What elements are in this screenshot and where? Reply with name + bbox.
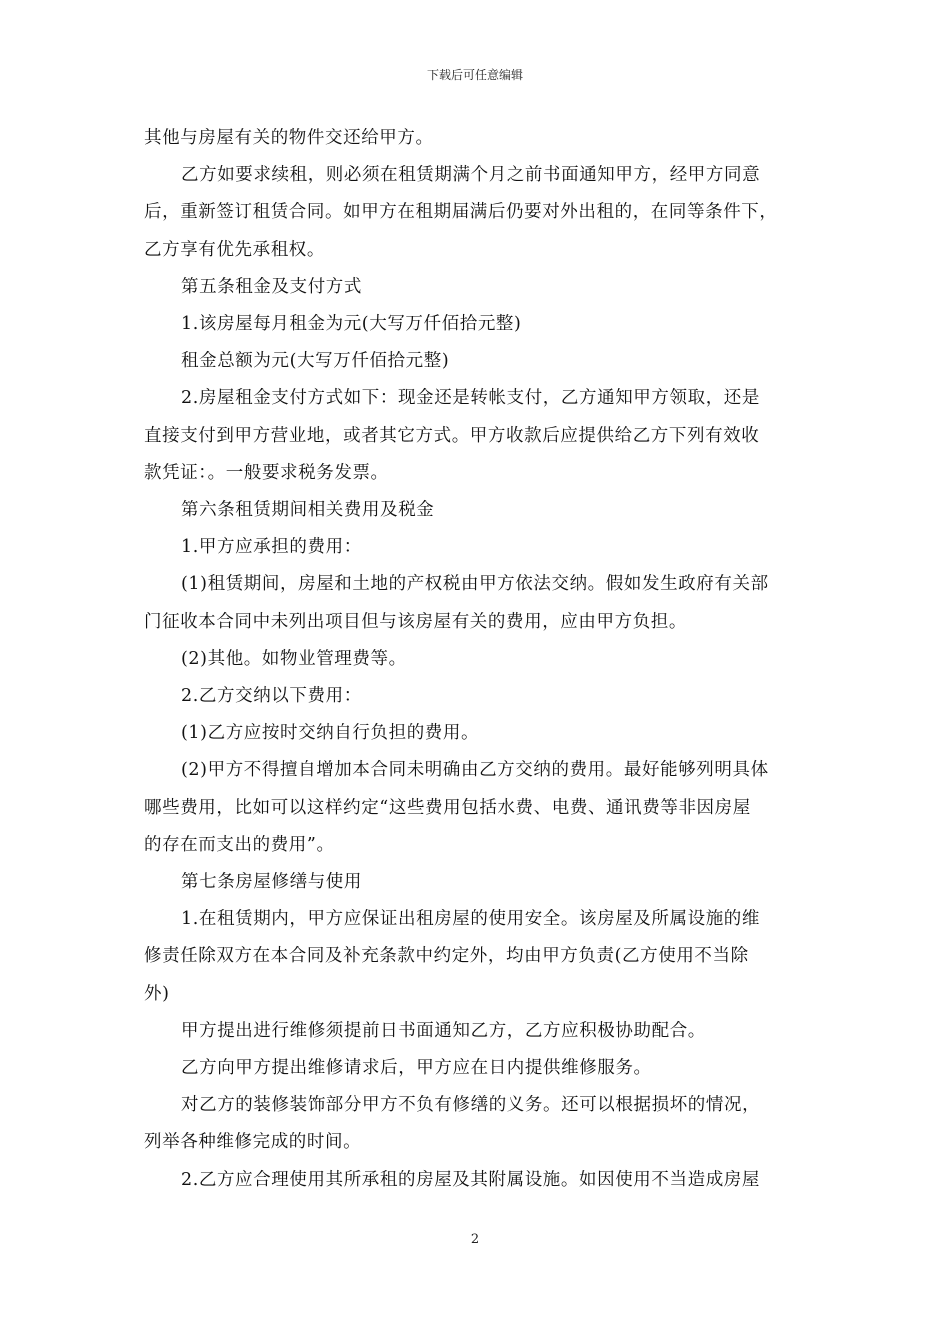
text-line: 1.该房屋每月租金为元(大写万仟佰拾元整): [181, 314, 522, 335]
text-line: 1.甲方应承担的费用：: [181, 537, 362, 558]
page-number: 2: [470, 1232, 480, 1247]
text-line: 外): [144, 983, 170, 1004]
text-line: 甲方提出进行维修须提前日书面通知乙方，乙方应积极协助配合。: [181, 1020, 706, 1041]
text-line: 列举各种维修完成的时间。: [144, 1132, 362, 1153]
text-line: 修责任除双方在本合同及补充条款中约定外，均由甲方负责(乙方使用不当除: [144, 946, 749, 967]
text-line: 的存在而支出的费用”。: [144, 834, 335, 855]
text-line: 直接支付到甲方营业地，或者其它方式。甲方收款后应提供给乙方下列有效收: [144, 425, 760, 446]
page-header: 下载后可任意编辑: [426, 68, 523, 82]
text-line: (1)租赁期间，房屋和土地的产权税由甲方依法交纳。假如发生政府有关部: [181, 574, 769, 595]
text-line: 对乙方的装修装饰部分甲方不负有修缮的义务。还可以根据损坏的情况，: [181, 1095, 761, 1116]
text-line: 哪些费用，比如可以这样约定“这些费用包括水费、电费、通讯费等非因房屋: [144, 797, 751, 818]
text-line: 乙方享有优先承租权。: [144, 239, 325, 260]
text-line: (1)乙方应按时交纳自行负担的费用。: [181, 723, 480, 744]
text-line: 其他与房屋有关的物件交还给甲方。: [144, 128, 434, 148]
text-line: (2)其他。如物业管理费等。: [181, 648, 407, 669]
text-line: 乙方如要求续租，则必须在租赁期满个月之前书面通知甲方，经甲方同意: [181, 165, 761, 186]
text-line: 第六条租赁期间相关费用及税金: [181, 500, 435, 521]
document-body: [144, 120, 806, 1199]
text-line: 第七条房屋修缮与使用: [181, 872, 362, 893]
text-line: 第五条租金及支付方式: [181, 276, 362, 297]
text-line: 款凭证：。一般要求税务发票。: [144, 462, 389, 483]
text-line: 2.房屋租金支付方式如下：现金还是转帐支付，乙方通知甲方领取，还是: [181, 388, 760, 409]
text-line: 1.在租赁期内，甲方应保证出租房屋的使用安全。该房屋及所属设施的维: [181, 909, 760, 930]
text-line: 后，重新签订租赁合同。如甲方在租期届满后仍要对外出租的，在同等条件下，: [144, 202, 778, 223]
text-line: 租金总额为元(大写万仟佰拾元整): [181, 351, 450, 372]
text-line: 2.乙方交纳以下费用：: [181, 686, 362, 707]
text-line: (2)甲方不得擅自增加本合同未明确由乙方交纳的费用。最好能够列明具体: [181, 760, 769, 781]
text-line: 2.乙方应合理使用其所承租的房屋及其附属设施。如因使用不当造成房屋: [181, 1169, 760, 1190]
text-line: 门征收本合同中未列出项目但与该房屋有关的费用，应由甲方负担。: [144, 611, 687, 632]
text-line: 乙方向甲方提出维修请求后，甲方应在日内提供维修服务。: [181, 1058, 652, 1079]
